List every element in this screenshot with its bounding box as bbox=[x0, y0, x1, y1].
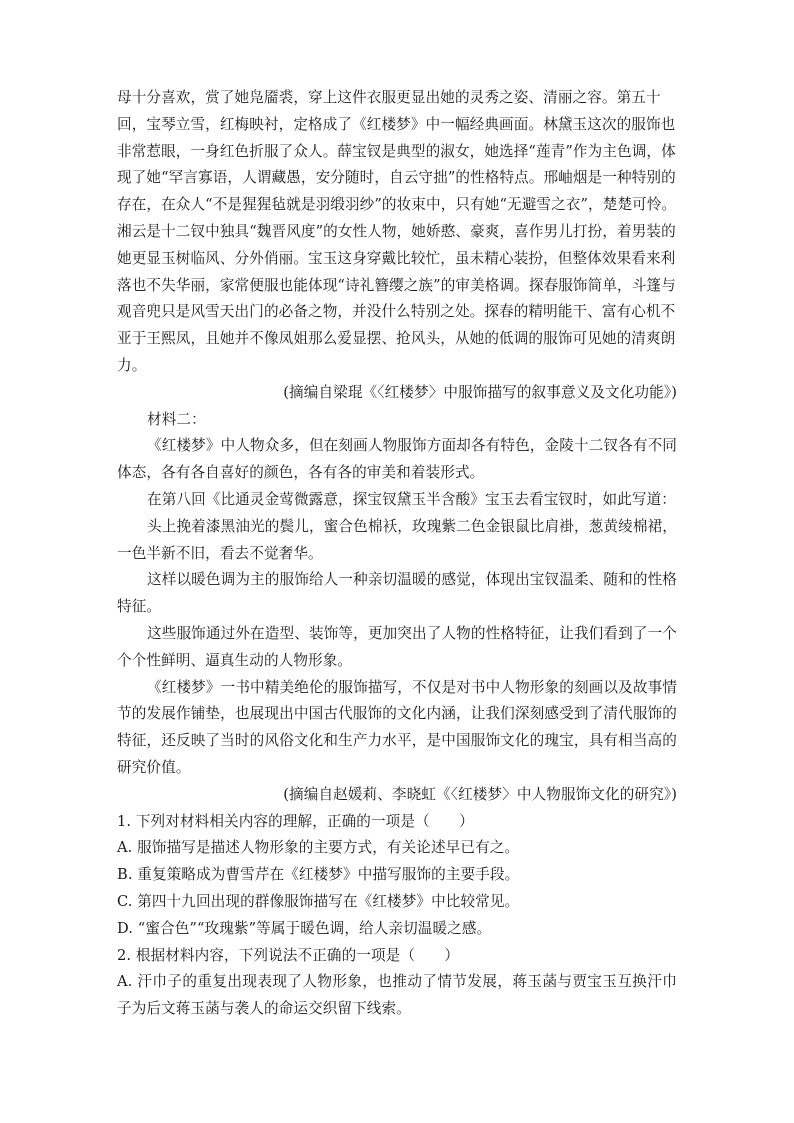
material1-paragraph: 母十分喜欢，赏了她凫靥裘，穿上这件衣服更显出她的灵秀之姿、清丽之容。第五十回，宝琴立雪，红梅映衬，定格成了《红楼梦》中一幅经典画面。林黛玉这次的服饰也非常惹眼，一身红色折服了众人。薛宝钗是典型的淑女，她选择“莲青”作为主色调，体现了她“罕言寡语，人谓藏愚，安分随时，自云守拙”的性格特点。邢岫烟是一种特别的存在，在众人“不是猩猩毡就是羽缎羽纱”的妆束中，只有她“无避雪之衣”，楚楚可怜。湘云是十二钗中独具“魏晋风度”的女性人物，她娇憨、豪爽，喜作男儿打扮，着男装的她更显玉树临风、分外俏丽。宝玉这身穿戴比较忙，虽未精心装扮，但整体效果看来利落也不失华丽，家常便服也能体现“诗礼簪缨之族”的审美格调。探春服饰简单，斗篷与观音兜只是风雪天出门的必备之物，并没什么特别之处。探春的精明能干、富有心机不亚于王熙凤，且她并不像凤姐那么爱显摆、抢风头，从她的低调的服饰可见她的清爽朗力。 bbox=[117, 89, 677, 374]
document-page bbox=[117, 85, 677, 1023]
material2-quote: 头上挽着漆黑油光的鬓儿，蜜合色棉袄，玫瑰紫二色金银鼠比肩褂，葱黄绫棉裙，一色半新不旧，看去不觉奢华。 bbox=[117, 517, 677, 562]
question1-option-a: A. 服饰描写是描述人物形象的主要方式，有关论述早已有之。 bbox=[117, 839, 520, 857]
material2-source: (摘编自赵媛莉、李晓虹《〈红楼梦〉中人物服饰文化的研究》) bbox=[283, 785, 677, 803]
question2-option-a: A. 汗巾子的重复出现表现了人物形象，也推动了情节发展，蒋玉菡与贾宝玉互换汗巾子为后文蒋玉菡与袭人的命运交织留下线索。 bbox=[117, 973, 677, 1018]
material2-paragraph-6: 《红楼梦》一书中精美绝伦的服饰描写，不仅是对书中人物形象的刻画以及故事情节的发展作铺垫，也展现出中国古代服饰的文化内涵，让我们深刻感受到了清代服饰的特征，还反映了当时的风俗文化和生产力水平，是中国服饰文化的瑰宝，具有相当高的研究价值。 bbox=[117, 678, 677, 776]
question1-option-b: B. 重复策略成为曹雪芹在《红楼梦》中描写服饰的主要手段。 bbox=[117, 866, 520, 884]
question1-stem: 1. 下列对材料相关内容的理解，正确的一项是（ ） bbox=[117, 812, 474, 830]
question1-option-c: C. 第四十九回出现的群像服饰描写在《红楼梦》中比较常见。 bbox=[117, 892, 520, 910]
material2-paragraph-5: 这些服饰通过外在造型、装饰等，更加突出了人物的性格特征，让我们看到了一个个个性鲜明、逼真生动的人物形象。 bbox=[117, 624, 677, 669]
material2-paragraph-2: 在第八回《比通灵金莺微露意，探宝钗黛玉半含酸》宝玉去看宝钗时，如此写道： bbox=[147, 490, 676, 508]
question1-option-d: D. “蜜合色”“玫瑰紫”等属于暖色调，给人亲切温暖之感。 bbox=[117, 919, 492, 937]
question2-stem: 2. 根据材料内容，下列说法不正确的一项是（ ） bbox=[117, 946, 460, 964]
material1-source: (摘编自梁琨《〈红楼梦〉中服饰描写的叙事意义及文化功能》) bbox=[283, 383, 677, 401]
material2-heading: 材料二： bbox=[147, 410, 206, 428]
material2-paragraph-1: 《红楼梦》中人物众多，但在刻画人物服饰方面却各有特色，金陵十二钗各有不同体态，各有各自喜好的颜色，各有各的审美和着装形式。 bbox=[117, 437, 677, 482]
material2-paragraph-4: 这样以暖色调为主的服饰给人一种亲切温暖的感觉，体现出宝钗温柔、随和的性格特征。 bbox=[117, 571, 677, 616]
